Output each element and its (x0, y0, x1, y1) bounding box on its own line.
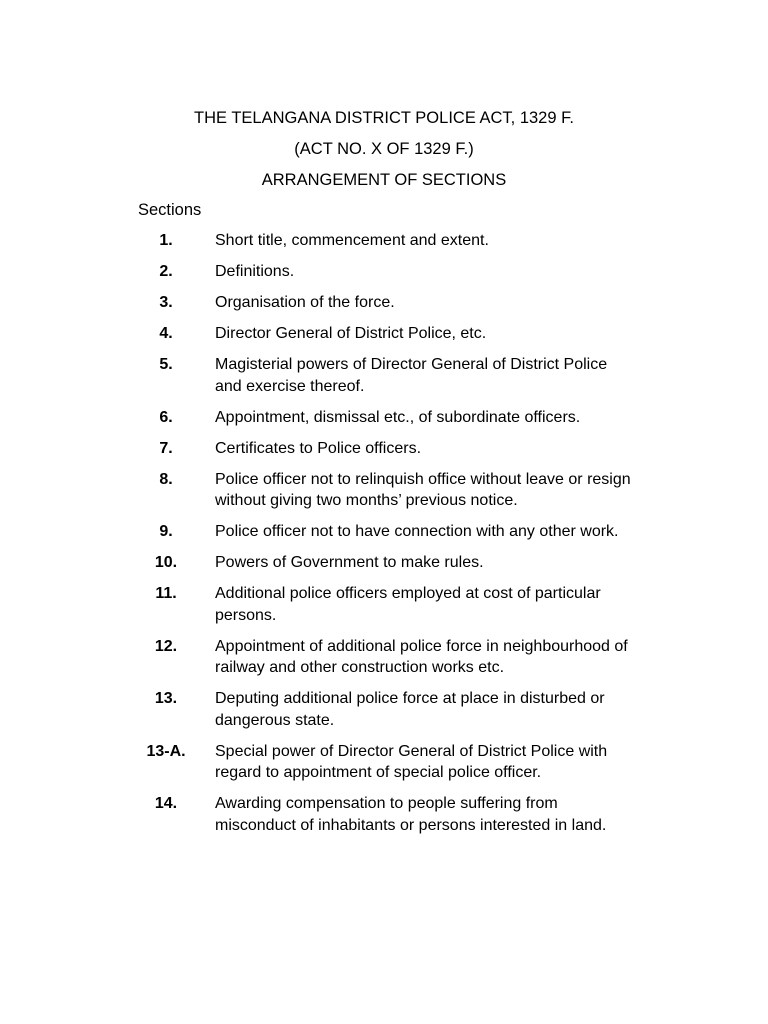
section-entry (0, 793, 768, 836)
section-number: 13. (154, 690, 178, 707)
section-entry (0, 521, 768, 543)
section-title: Deputing additional police force at place in disturbed or dangerous state. (215, 690, 605, 729)
section-entry (0, 469, 768, 512)
section-title: Definitions. (215, 263, 295, 280)
section-title: Special power of Director General of District Police with regard to appointment of special police officer. (215, 742, 608, 781)
section-title: Magisterial powers of Director General of District Police and exercise thereof. (215, 356, 608, 395)
section-entry (0, 688, 768, 731)
section-number: 14. (154, 795, 178, 812)
arrangement-heading: ARRANGEMENT OF SECTIONS (261, 171, 507, 189)
section-entry (0, 438, 768, 460)
section-entry (0, 552, 768, 574)
act-number: (ACT NO. X OF 1329 F.) (294, 140, 474, 158)
section-number: 8. (159, 470, 173, 488)
section-number: 12. (154, 637, 178, 655)
act-title: THE TELANGANA DISTRICT POLICE ACT, 1329 F. (194, 109, 574, 127)
section-title: Additional police officers employed at cost of particular persons. (215, 585, 601, 624)
section-title: Awarding compensation to people suffering from misconduct of inhabitants or persons interested in land. (215, 795, 607, 834)
section-entry (0, 636, 768, 679)
sections-list (0, 230, 768, 846)
section-number: 6. (159, 408, 173, 426)
section-number: 3. (159, 294, 173, 311)
section-title: Organisation of the force. (215, 294, 395, 311)
section-entry (0, 407, 768, 429)
section-number: 5. (159, 356, 173, 373)
section-entry (0, 583, 768, 626)
section-entry (0, 292, 768, 314)
section-entry (0, 323, 768, 345)
section-number: 10. (154, 554, 178, 571)
section-title: Short title, commencement and extent. (215, 232, 489, 249)
section-number: 9. (159, 523, 173, 540)
sections-label: Sections (138, 201, 202, 219)
section-title: Certificates to Police officers. (215, 439, 422, 457)
section-number: 7. (159, 439, 173, 457)
section-title: Appointment of additional police force in neighbourhood of railway and other construction works etc. (215, 637, 628, 676)
section-entry (0, 230, 768, 252)
section-entry (0, 261, 768, 283)
section-title: Police officer not to relinquish office without leave or resign without giving two months’ previous notice. (215, 470, 631, 509)
section-number: 2. (159, 263, 173, 280)
section-title: Police officer not to have connection with any other work. (215, 523, 619, 540)
section-title: Director General of District Police, etc. (215, 325, 487, 342)
section-entry (0, 354, 768, 397)
section-number: 13-A. (146, 742, 186, 760)
section-title: Appointment, dismissal etc., of subordinate officers. (215, 408, 581, 426)
section-number: 4. (159, 325, 173, 342)
section-number: 11. (155, 585, 177, 602)
section-number: 1. (159, 232, 173, 249)
section-entry (0, 741, 768, 784)
section-title: Powers of Government to make rules. (215, 554, 484, 571)
